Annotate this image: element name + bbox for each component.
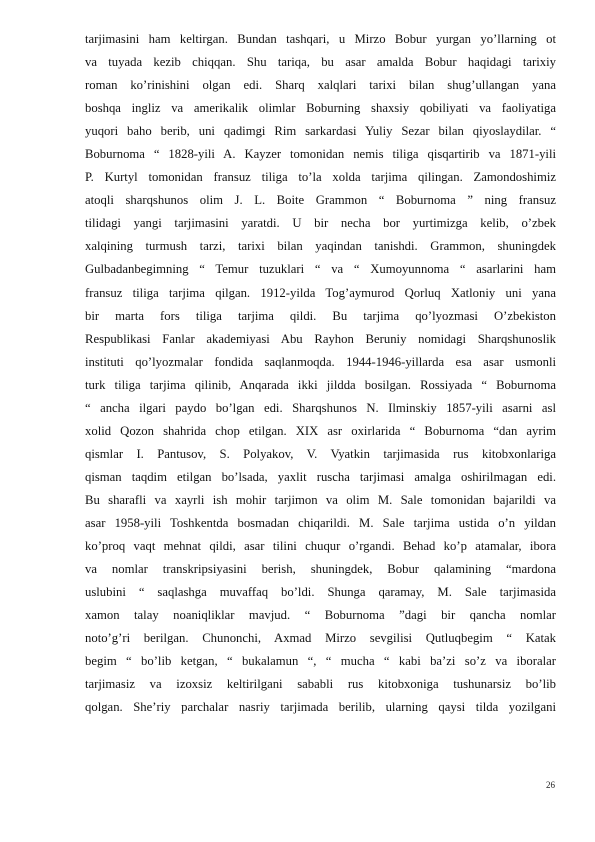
text-line: qismlar I. Pantusov, S. Polyakov, V. Vyatkin tarjimasida rus kitobxonlariga <box>85 446 556 461</box>
text-line: atoqli sharqshunos olim J. L. Boite Grammon “ Boburnoma ” ning fransuz <box>85 193 556 208</box>
text-line: xolid Qozon shahrida chop etilgan. XIX asr oxirlarida “ Boburnoma “dan ayrim <box>85 423 556 438</box>
document-body <box>85 28 556 719</box>
text-line: xalqining turmush tarzi, tarixi bilan yaqindan tanishdi. Grammon, shuningdek <box>85 239 556 254</box>
text-line: Boburnoma “ 1828-yili A. Kayzer tomonidan nemis tiliga qisqartirib va 1871-yili <box>85 147 556 162</box>
text-line: qisman taqdim etilgan bo’lsada, yaxlit ruscha tarjimasi amalga oshirilmagan edi. <box>85 469 556 484</box>
page-number: 26 <box>546 780 555 790</box>
text-line: yuqori baho berib, uni qadimgi Rim sarkardasi Yuliy Sezar bilan qiyoslaydilar. “ <box>85 124 556 139</box>
text-line: tarjimasini ham keltirgan. Bundan tashqari, u Mirzo Bobur yurgan yo’llarning ot <box>85 32 556 46</box>
text-line: va tuyada kezib chiqqan. Shu tariqa, bu asar amalda Bobur haqidagi tarixiy <box>85 55 556 70</box>
text-line: ko’proq vaqt mehnat qildi, asar tilini chuqur o’rgandi. Behad ko’p atamalar, ibora <box>85 539 556 554</box>
text-line: va nomlar transkripsiyasini berish, shuningdek, Bobur qalamining “mardona <box>85 562 556 577</box>
text-line: tilidagi yangi tarjimasini yaratdi. U bir necha bor yurtimizga kelib, o’zbek <box>85 216 556 231</box>
text-line: qolgan. She’riy parchalar nasriy tarjimada berilib, ularning qaysi tilda yozilgani <box>85 700 556 715</box>
text-line: “ ancha ilgari paydo bo’lgan edi. Sharqshunos N. Ilminskiy 1857-yili asarni asl <box>85 400 556 415</box>
text-line: begim “ bo’lib ketgan, “ bukalamun “, “ mucha “ kabi ba’zi so’z va iboralar <box>85 654 556 669</box>
text-line: instituti qo’lyozmalar fondida saqlanmoqda. 1944-1946-yillarda esa asar usmonli <box>85 354 556 369</box>
text-line: uslubini “ saqlashga muvaffaq bo’ldi. Shunga qaramay, M. Sale tarjimasida <box>85 585 556 600</box>
text-line: boshqa ingliz va amerikalik olimlar Boburning shaxsiy qobiliyati va faoliyatiga <box>85 101 556 116</box>
text-line: roman ko’rinishini olgan edi. Sharq xalqlari tarixi bilan shug’ullangan yana <box>85 78 556 93</box>
text-line: Respublikasi Fanlar akademiyasi Abu Rayhon Beruniy nomidagi Sharqshunoslik <box>85 331 556 346</box>
text-line: bir marta fors tiliga tarjima qildi. Bu tarjima qo’lyozmasi O’zbekiston <box>85 308 556 323</box>
text-line: xamon talay noaniqliklar mavjud. “ Boburnoma ”dagi bir qancha nomlar <box>85 608 556 623</box>
text-line: Bu sharafli va xayrli ish mohir tarjimon va olim M. Sale tomonidan bajarildi va <box>85 492 556 507</box>
text-line: turk tiliga tarjima qilinib, Anqarada ikki jildda bosilgan. Rossiyada “ Boburnoma <box>85 377 556 392</box>
text-line: noto’g’ri berilgan. Chunonchi, Axmad Mirzo sevgilisi Qutluqbegim “ Katak <box>85 631 556 646</box>
text-line: asar 1958-yili Toshkentda bosmadan chiqarildi. M. Sale tarjima ustida o’n yildan <box>85 515 556 530</box>
text-line: Gulbadanbegimning “ Temur tuzuklari “ va “ Xumoyunnoma “ asarlarini ham <box>85 262 556 277</box>
text-line: tarjimasiz va izoxsiz keltirilgani sababli rus kitobxoniga tushunarsiz bo’lib <box>85 677 556 692</box>
text-line: fransuz tiliga tarjima qilgan. 1912-yilda Tog’aymurod Qorluq Xatloniy uni yana <box>85 285 556 300</box>
text-line: P. Kurtyl tomonidan fransuz tiliga to’la xolda tarjima qilingan. Zamondoshimiz <box>85 170 556 185</box>
